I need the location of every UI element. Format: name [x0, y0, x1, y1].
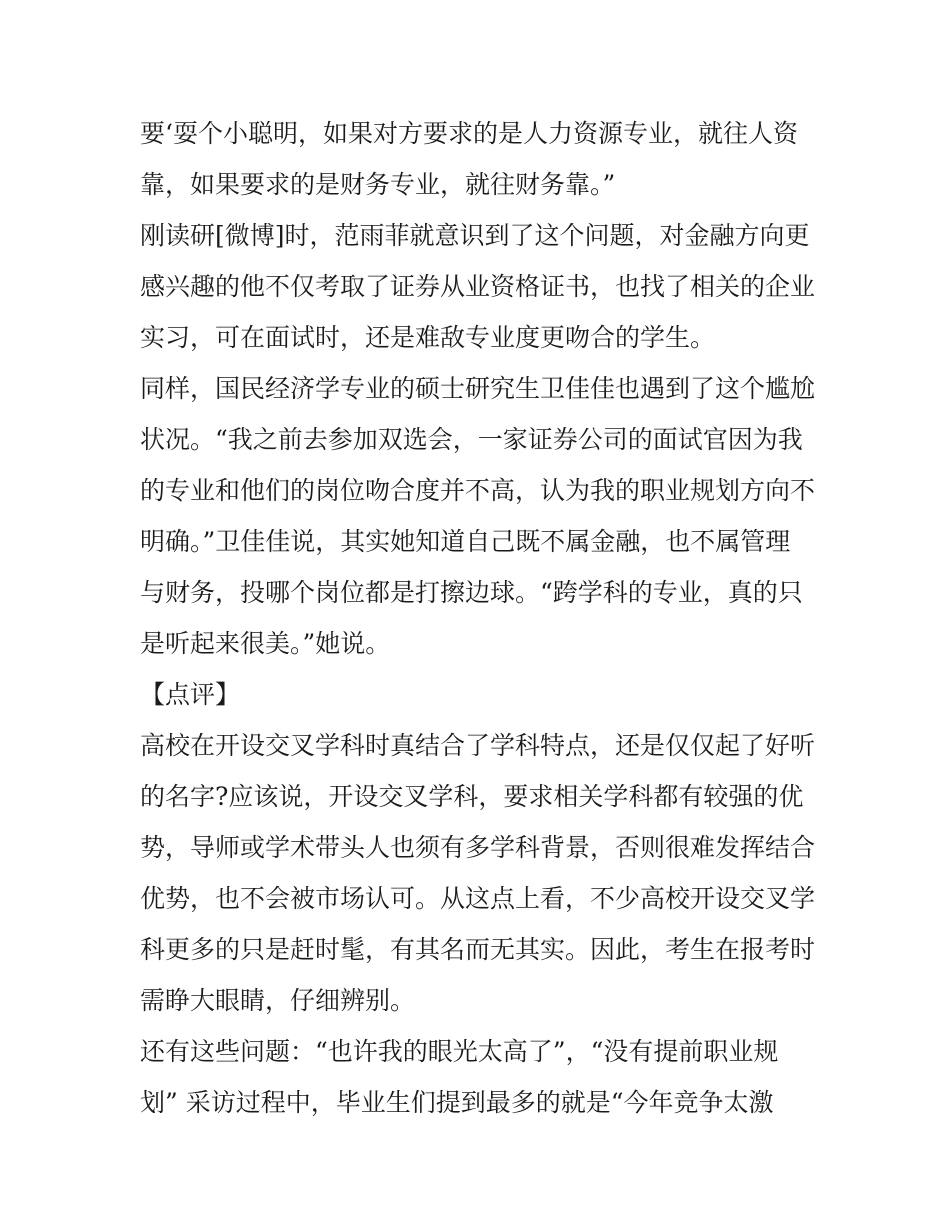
text-line: 的专业和他们的岗位吻合度并不高，认为我的职业规划方向不	[140, 476, 816, 505]
text-line: 还有这些问题：“也许我的眼光太高了”，“没有提前职业规	[140, 1037, 779, 1066]
text-line: 刚读研[微博]时，范雨菲就意识到了这个问题，对金融方向更	[140, 221, 810, 250]
text-line: 优势，也不会被市场认可。从这点上看，不少高校开设交叉学	[140, 884, 816, 913]
text-line: 需睁大眼睛，仔细辨别。	[140, 986, 416, 1015]
section-heading: 【点评】	[140, 680, 241, 709]
text-line: 感兴趣的他不仅考取了证券从业资格证书，也找了相关的企业	[140, 272, 816, 301]
text-line: 要‘耍个小聪明，如果对方要求的是人力资源专业，就往人资	[140, 119, 798, 148]
text-line: 靠，如果要求的是财务专业，就往财务靠。”	[140, 170, 616, 199]
text-line: 高校在开设交叉学科时真结合了学科特点，还是仅仅起了好听	[140, 731, 816, 760]
text-line: 同样，国民经济学专业的硕士研究生卫佳佳也遇到了这个尴尬	[140, 374, 816, 403]
text-line: 是听起来很美。”她说。	[140, 629, 391, 658]
text-line: 明确。”卫佳佳说，其实她知道自己既不属金融，也不属管理	[140, 527, 791, 556]
text-line: 状况。“我之前去参加双选会，一家证券公司的面试官因为我	[140, 425, 803, 454]
article-text	[140, 108, 840, 1128]
text-line: 实习，可在面试时，还是难敌专业度更吻合的学生。	[140, 323, 716, 352]
text-line: 的名字?应该说，开设交叉学科，要求相关学科都有较强的优	[140, 782, 804, 811]
text-line: 势，导师或学术带头人也须有多学科背景，否则很难发挥结合	[140, 833, 816, 862]
text-line: 与财务，投哪个岗位都是打擦边球。“跨学科的专业，真的只	[140, 578, 803, 607]
text-line: 科更多的只是赶时髦，有其名而无其实。因此，考生在报考时	[140, 935, 816, 964]
text-line: 划” 采访过程中，毕业生们提到最多的就是“今年竞争太激	[140, 1088, 774, 1117]
